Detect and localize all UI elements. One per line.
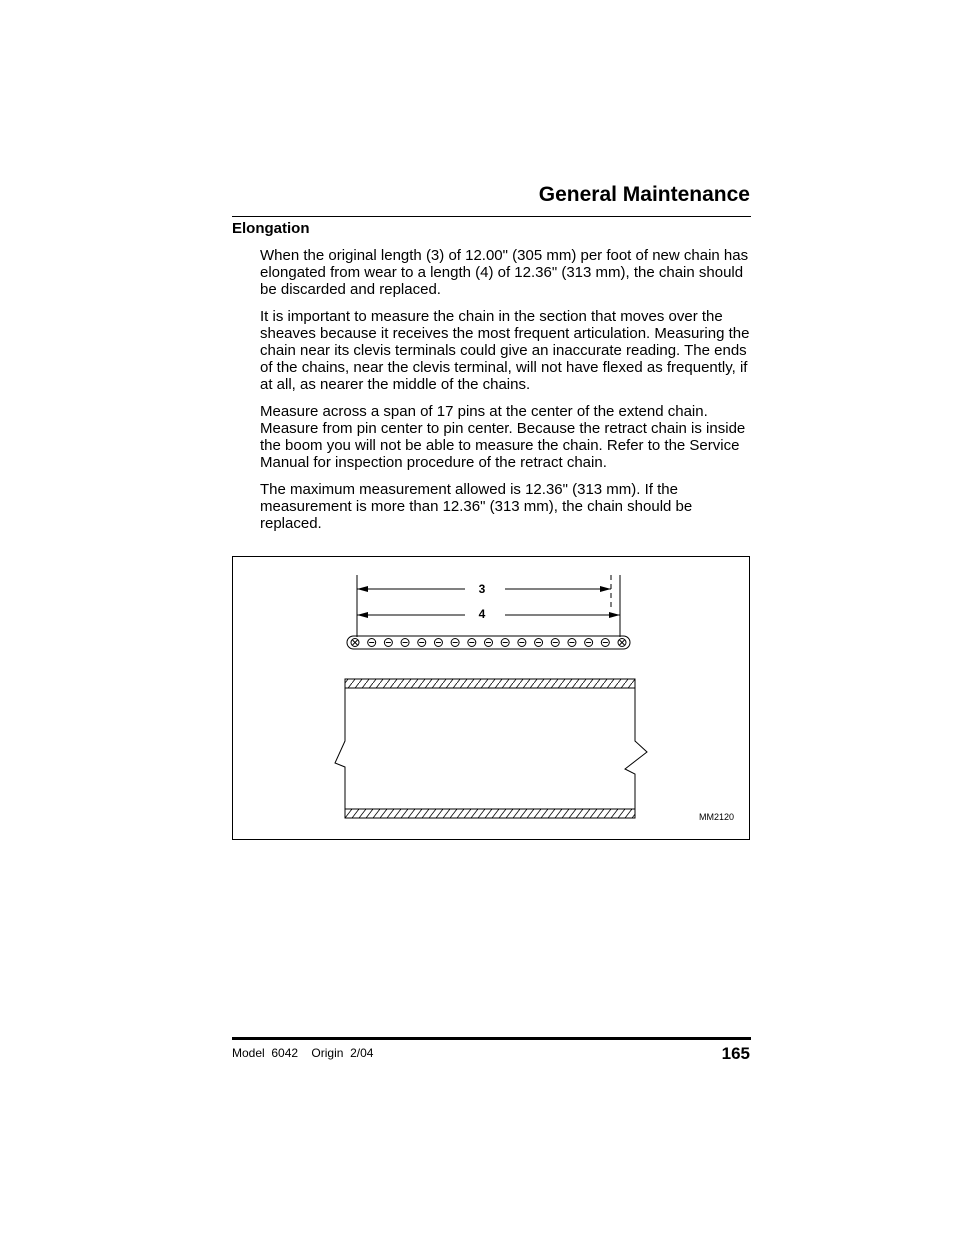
boom-section xyxy=(335,679,647,818)
label-elongated-length: 4 xyxy=(478,607,486,621)
boom-break-left xyxy=(335,688,345,809)
chain-pin xyxy=(468,639,476,647)
boom-top-wall xyxy=(345,679,635,688)
paragraph-3: Measure across a span of 17 pins at the center of the extend chain. Measure from pin center to pin center. Because the retract chain is inside the boom you will not be able to measure the chain. Refer to the Service Manual for inspection procedure of the retract chain. xyxy=(260,403,746,471)
chain-pin xyxy=(585,639,593,647)
figure-id: MM2120 xyxy=(699,812,735,822)
boom-break-right xyxy=(625,688,647,809)
chain-pin xyxy=(351,639,359,647)
chain-pin xyxy=(568,639,576,647)
chain-pin xyxy=(401,639,409,647)
footer-model-number: 6042 xyxy=(271,1046,299,1060)
chain-elongation-figure xyxy=(232,556,750,840)
paragraph-4: The maximum measurement allowed is 12.36" (313 mm). If the measurement is more than 12.36" (313 mm), the chain should be replaced. xyxy=(260,481,693,532)
chain-pin xyxy=(384,639,392,647)
header-rule xyxy=(232,216,751,217)
chain-pin xyxy=(501,639,509,647)
chain-pin xyxy=(451,639,459,647)
dimension-elongated-length xyxy=(357,607,620,621)
leaf-chain xyxy=(347,636,630,649)
page-number: 165 xyxy=(721,1044,750,1063)
chain-pin xyxy=(434,639,442,647)
page-title: General Maintenance xyxy=(538,183,750,206)
footer-model-origin xyxy=(232,1045,373,1061)
paragraph-2: It is important to measure the chain in the section that moves over the sheaves because it receives the most frequent articulation. Measuring the chain near its clevis terminals could give an inaccurate reading. The ends of the chains, near the clevis terminal, will not have flexed as frequently, if at all, as nearer the middle of the chains. xyxy=(260,308,750,393)
chain-pin xyxy=(551,639,559,647)
section-heading: Elongation xyxy=(232,220,310,237)
chain-pin xyxy=(618,639,626,647)
boom-bottom-wall xyxy=(345,809,635,818)
body-text xyxy=(260,247,752,542)
footer-origin-label: Origin xyxy=(311,1046,344,1060)
label-original-length: 3 xyxy=(478,582,486,596)
footer-rule xyxy=(232,1037,751,1040)
footer-origin-date: 2/04 xyxy=(350,1046,374,1060)
chain-pin xyxy=(485,639,493,647)
footer-model-label: Model xyxy=(232,1046,265,1060)
chain-diagram xyxy=(233,557,749,839)
chain-pin xyxy=(368,639,376,647)
chain-pin xyxy=(518,639,526,647)
chain-pin xyxy=(418,639,426,647)
dimension-original-length xyxy=(357,582,611,596)
chain-pin xyxy=(601,639,609,647)
chain-pin xyxy=(535,639,543,647)
paragraph-1: When the original length (3) of 12.00" (305 mm) per foot of new chain has elongated from wear to a length (4) of 12.36" (313 mm), the chain should be discarded and replaced. xyxy=(260,247,749,298)
